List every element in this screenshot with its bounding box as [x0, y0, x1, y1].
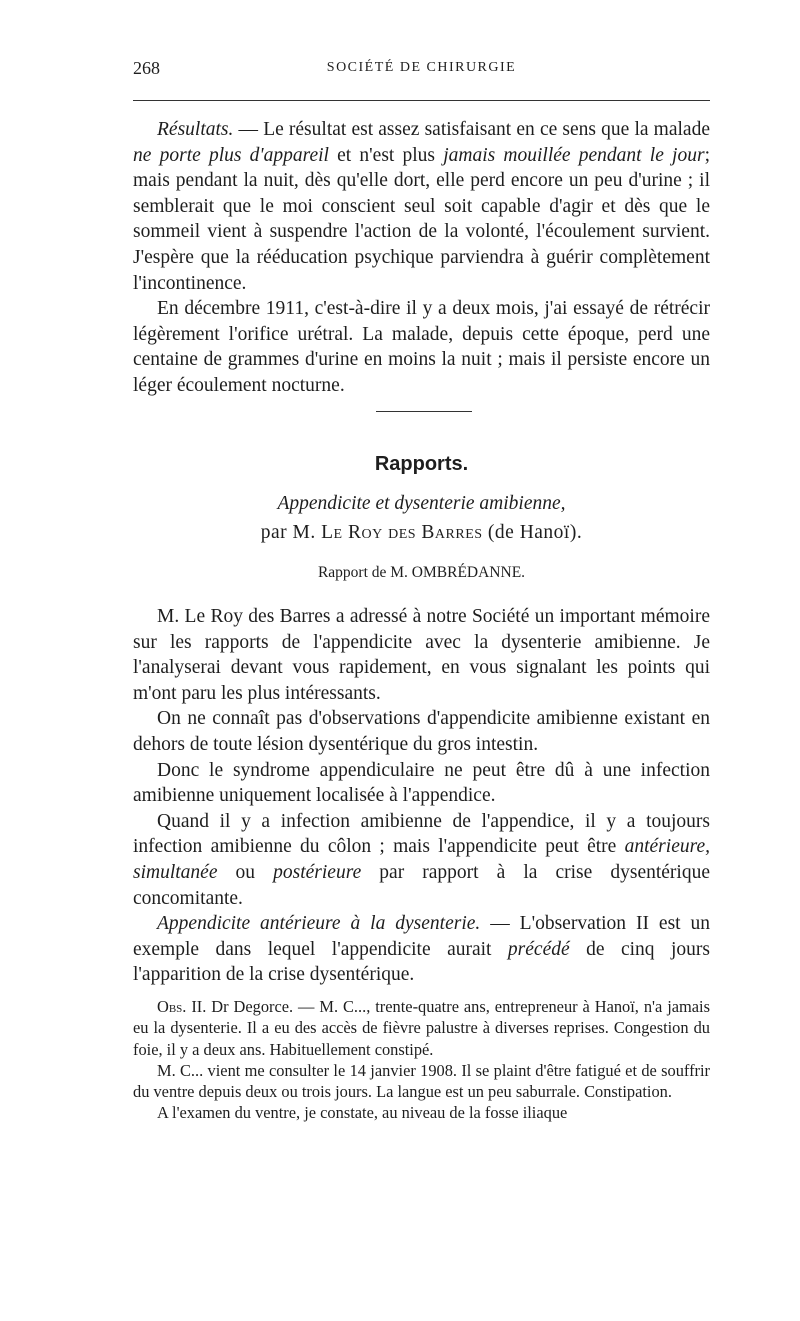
- body-paragraph: Appendicite antérieure à la dysenterie. — L'observation II est un exemple dans lequel l'appendicite aurait précédé de cinq jours l'apparition de la crise dysentérique.: [133, 913, 711, 986]
- page-number: 268: [133, 58, 160, 78]
- body-paragraph: M. Le Roy des Barres a adressé à notre Société un important mémoire sur les rapports de l'appendicite avec la dysenterie amibienne. Je l'analyserai devant vous rapidement, en vous signalant les points qui m'ont paru les plus intéressants.: [133, 606, 710, 704]
- body-paragraph: Quand il y a infection amibienne de l'appendice, il y a toujours infection amibienne du côlon ; mais l'appendicite peut être antérieure, simultanée ou postérieure par rapport à la crise dysentérique concomitante.: [133, 810, 710, 909]
- results-paragraph: Résultats. — Le résultat est assez satisfaisant en ce sens que la malade ne porte plus d'appareil et n'est plus jamais mouillée pendant le jour; mais pendant la nuit, dès qu'elle dort, elle perd encore un peu d'urine ; il semblerait que le moi conscient seul soit capable d'agir et dès que le sommeil vient à suspendre l'action de la volonté, l'écoulement survient. J'espère que la rééducation psychique parviendra à guérir complètement l'incontinence.: [133, 119, 710, 294]
- running-title: SOCIÉTÉ DE CHIRURGIE: [326, 60, 517, 75]
- page-header: [133, 58, 710, 80]
- author-name: Le Roy des Barres: [321, 522, 483, 543]
- results-paragraph-2: En décembre 1911, c'est-à-dire il y a deux mois, j'ai essayé de rétrécir légèrement l'orifice urétral. La malade, depuis cette époque, perd une centaine de grammes d'urine en moins la nuit ; mais il persiste encore un léger écoulement nocturne.: [133, 298, 710, 396]
- section-heading: Rapports.: [374, 453, 469, 475]
- report-body: [133, 604, 710, 988]
- article-author: par M. Le Roy des Barres (de Hanoï).: [260, 522, 583, 543]
- observation-paragraph: Obs. II. Dr Degorce. — M. C..., trente-quatre ans, entrepreneur à Hanoï, n'a jamais eu la dysenterie. Il a eu des accès de fièvre palustre à diverses reprises. Congestion du foie, il y a deux ans. Habituellement constipé.: [133, 997, 710, 1059]
- header-rule: [133, 100, 710, 101]
- observation-paragraph: A l'examen du ventre, je constate, au niveau de la fosse iliaque: [157, 1103, 568, 1123]
- results-label: Résultats.: [157, 119, 234, 140]
- article-title: Appendicite et dysenterie amibienne,: [277, 493, 566, 514]
- body-paragraph: Donc le syndrome appendiculaire ne peut être dû à une infection amibienne uniquement localisée à l'appendice.: [133, 759, 710, 807]
- rapporteur-line: Rapport de M. OMBRÉDANNE.: [317, 564, 526, 581]
- observation-label: Obs. II.: [157, 997, 207, 1016]
- observation-section: [133, 996, 710, 1124]
- observation-paragraph: M. C... vient me consulter le 14 janvier 1908. Il se plaint d'être fatigué et de souffrir du ventre depuis deux ou trois jours. La langue est un peu saburrale. Constipation.: [133, 1060, 710, 1102]
- section-divider: [376, 411, 472, 412]
- body-paragraph: On ne connaît pas d'observations d'appendicite amibienne existant en dehors de toute lésion dysentérique du gros intestin.: [133, 708, 710, 755]
- results-section: [133, 117, 710, 399]
